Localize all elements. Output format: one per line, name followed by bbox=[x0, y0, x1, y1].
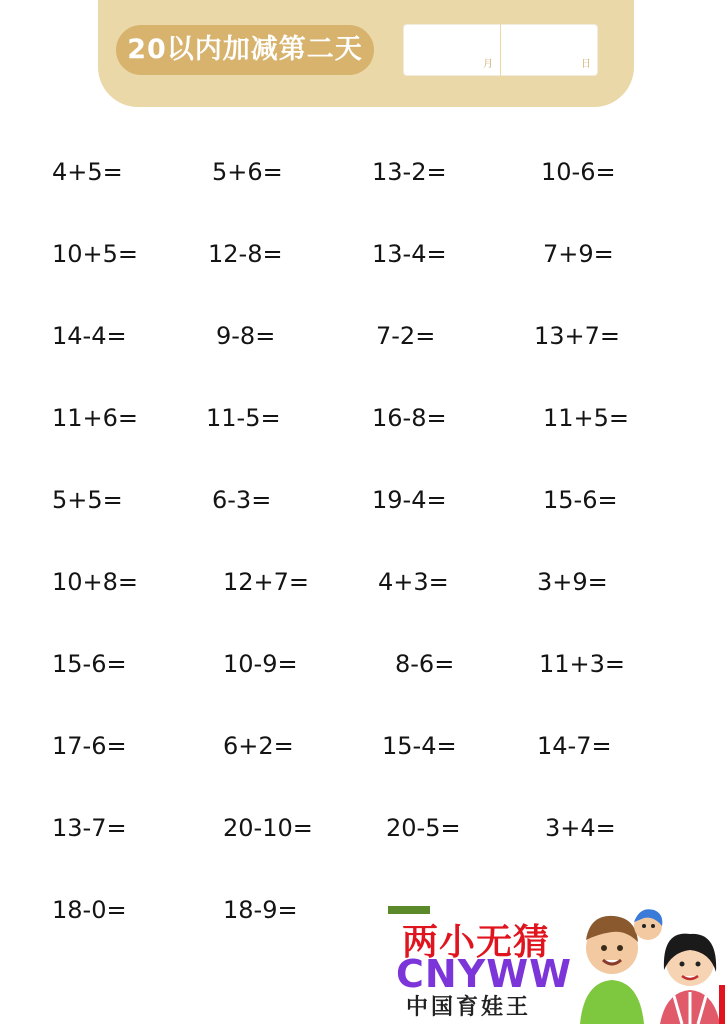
problem: 19-4= bbox=[372, 486, 447, 514]
problem: 18-9= bbox=[223, 896, 298, 924]
problem: 13+7= bbox=[534, 322, 621, 350]
problem: 3+9= bbox=[537, 568, 608, 596]
problem: 15-6= bbox=[52, 650, 127, 678]
problem: 13-7= bbox=[52, 814, 127, 842]
problem: 6-3= bbox=[212, 486, 272, 514]
watermark-red-bar bbox=[719, 985, 725, 1024]
problem: 7-2= bbox=[376, 322, 436, 350]
problem: 5+6= bbox=[212, 158, 283, 186]
month-label: 月 bbox=[483, 59, 493, 70]
problem: 11+6= bbox=[52, 404, 139, 432]
watermark-cartoon-figures-icon bbox=[570, 900, 725, 1024]
problem: 14-7= bbox=[537, 732, 612, 760]
problem: 13-4= bbox=[372, 240, 447, 268]
problem: 6+2= bbox=[223, 732, 294, 760]
problem: 8-6= bbox=[395, 650, 455, 678]
problem: 4+5= bbox=[52, 158, 123, 186]
problem: 10+5= bbox=[52, 240, 139, 268]
problem: 16-8= bbox=[372, 404, 447, 432]
watermark-green-strip bbox=[388, 906, 430, 914]
problem: 3+4= bbox=[545, 814, 616, 842]
problem: 4+3= bbox=[378, 568, 449, 596]
day-label: 日 bbox=[581, 59, 591, 70]
worksheet-title: 20以内加减第二天 bbox=[116, 25, 374, 75]
problem: 11+3= bbox=[539, 650, 626, 678]
problem: 10-9= bbox=[223, 650, 298, 678]
problem: 13-2= bbox=[372, 158, 447, 186]
problem: 17-6= bbox=[52, 732, 127, 760]
problem: 11-5= bbox=[206, 404, 281, 432]
watermark-brand-cn: 两小无猜 bbox=[402, 922, 551, 963]
date-box[interactable] bbox=[403, 24, 598, 76]
problem: 15-4= bbox=[382, 732, 457, 760]
problem: 5+5= bbox=[52, 486, 123, 514]
problem: 10+8= bbox=[52, 568, 139, 596]
watermark-brand-sub: 中国育娃王 bbox=[406, 995, 532, 1020]
date-divider bbox=[500, 24, 501, 76]
problem: 12+7= bbox=[223, 568, 310, 596]
problem: 20-10= bbox=[223, 814, 313, 842]
problem: 12-8= bbox=[208, 240, 283, 268]
watermark-brand-en: CNYWW bbox=[396, 952, 573, 996]
problem: 7+9= bbox=[543, 240, 614, 268]
problem: 14-4= bbox=[52, 322, 127, 350]
problem: 18-0= bbox=[52, 896, 127, 924]
problem: 9-8= bbox=[216, 322, 276, 350]
problem: 10-6= bbox=[541, 158, 616, 186]
problem: 15-6= bbox=[543, 486, 618, 514]
problem: 20-5= bbox=[386, 814, 461, 842]
problem: 11+5= bbox=[543, 404, 630, 432]
